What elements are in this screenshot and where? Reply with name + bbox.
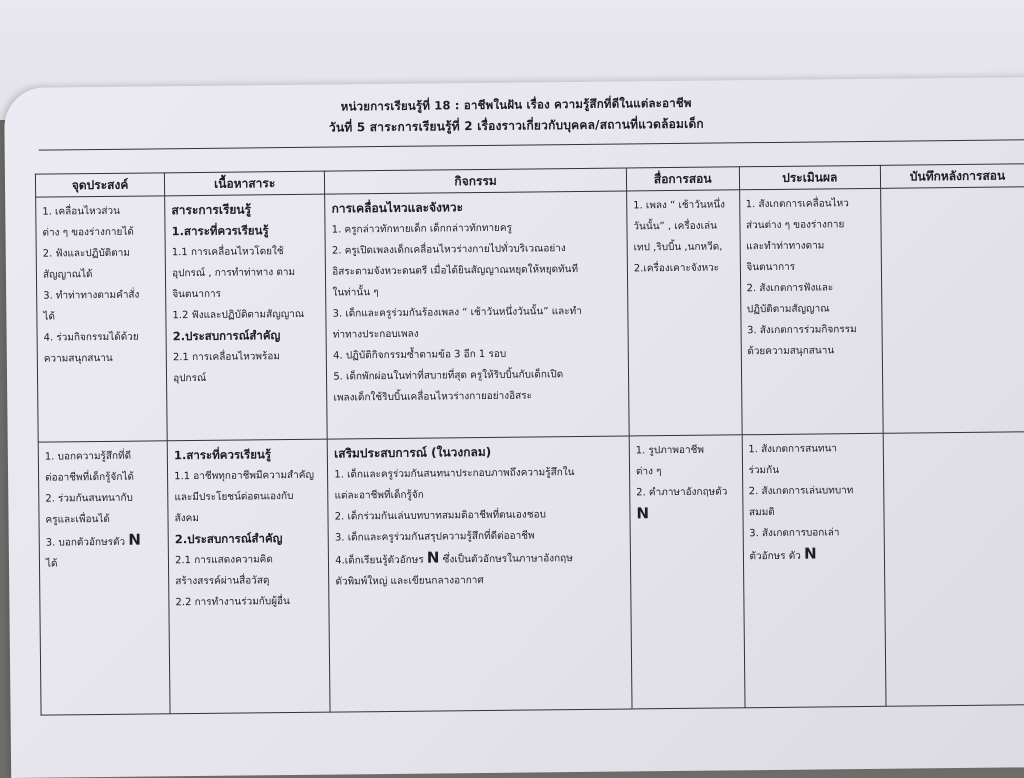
activity-heading: การเคลื่อนไหวและจังหวะ <box>331 200 464 216</box>
content-cell <box>167 439 330 714</box>
letter-n: N <box>426 548 440 567</box>
activity-line: 3. เด็กและครูร่วมกันร้องเพลง “ เช้าวันหนึ่งวันนั้น” และทำ <box>332 305 582 320</box>
activity-line: ในท่านั้น ๆ <box>332 287 379 299</box>
evaluation-line: 2. สังเกตการเล่นบทบาท <box>748 485 854 498</box>
header-divider <box>39 139 1024 150</box>
media-cell <box>629 435 744 709</box>
objective-line: ได้ <box>43 311 55 323</box>
objective-line: 3. ทำท่าทางตามคำสั่ง <box>43 289 140 302</box>
evaluation-line: 3. สังเกตการบอกเล่า <box>749 527 840 540</box>
activity-line: 4. ปฏิบัติกิจกรรมซ้ำตามข้อ 3 อีก 1 รอบ <box>333 348 507 362</box>
evaluation-line: สมมติ <box>748 506 775 519</box>
activity-line: 2. เด็กร่วมกันเล่นบทบาทสมมติอาชีพที่ตนเองชอบ <box>334 509 546 523</box>
day-title: วันที่ 5 สาระการเรียนรู้ที่ 2 เรื่องราวเกี่ยวกับบุคคล/สถานที่แวดล้อมเด็ก <box>328 116 704 135</box>
col-content: เนื้อหาสาระ <box>165 171 325 196</box>
objective-line: ได้ <box>45 558 58 570</box>
evaluation-line: 2. สังเกตการฟังและ <box>746 282 834 295</box>
activity-line: 1. เด็กและครูร่วมกันสนทนาประกอบภาพถึงความรู้สึกใน <box>334 467 575 481</box>
lesson-plan-table <box>35 163 1024 715</box>
objective-line: 4. ร่วมกิจกรรมได้ด้วย <box>43 331 139 344</box>
objective-line: 1. บอกความรู้สึกที่ดี <box>44 450 132 463</box>
activity-line: ตัวพิมพ์ใหญ่ และเขียนกลางอากาศ <box>335 575 484 588</box>
unit-title: หน่วยการเรียนรู้ที่ 18 : อาชีพในฝัน เรื่อง ความรู้สึกที่ดีในแต่ละอาชีพ <box>340 95 692 114</box>
objective-line: ต่าง ๆ ของร่างกายได้ <box>42 226 134 239</box>
evaluation-line: และทำท่าทางตาม <box>746 240 825 253</box>
activities-cell <box>325 191 629 439</box>
content-line: 2.1 การเคลื่อนไหวพร้อม <box>172 351 281 364</box>
objective-line: สัญญาณได้ <box>42 269 93 281</box>
col-objectives: จุดประสงค์ <box>35 173 164 197</box>
content-line: 2.2 การทำงานร่วมกับผู้อื่น <box>175 596 290 609</box>
content-line: จินตนาการ <box>172 288 222 301</box>
content-cell <box>165 194 328 441</box>
col-activities: กิจกรรม <box>325 168 627 194</box>
media-cell <box>627 190 742 436</box>
letter-n: N <box>128 530 141 549</box>
content-line: อุปกรณ์ <box>173 372 207 385</box>
media-line: 2. คำภาษาอังกฤษตัว <box>636 486 728 499</box>
activity-line: เพลงเด็กใช้ริบบิ้นเคลื่อนไหวร่างกายอย่างอิสระ <box>333 390 533 404</box>
objective-line: ครูและเพื่อนได้ <box>45 513 110 526</box>
letter-n: N <box>803 544 817 563</box>
notes-cell <box>883 432 1024 707</box>
content-line: สังคม <box>174 512 199 525</box>
activity-line: 5. เด็กพักผ่อนในท่าที่สบายที่สุด ครูให้ริบบิ้นกับเด็กเปิด <box>333 369 564 383</box>
objective-line: ความสนุกสนาน <box>43 352 113 365</box>
media-line: 2.เครื่องเคาะจังหวะ <box>633 262 720 275</box>
activity-line <box>335 546 624 572</box>
content-line: สร้างสรรค์ผ่านสื่อวัสดุ <box>175 575 270 588</box>
content-line: 1.1 การเคลื่อนไหวโดยใช้ <box>171 246 284 259</box>
activity-line: 3. เด็กและครูร่วมกันสรุปความรู้สึกที่ดีต่ออาชีพ <box>334 530 535 544</box>
objective-line: 2. ฟังและปฏิบัติตาม <box>42 247 131 260</box>
evaluation-line <box>749 543 878 567</box>
content-subheading: 1.สาระที่ควรเรียนรู้ <box>173 447 272 463</box>
activities-cell <box>327 436 631 712</box>
evaluation-text: ตัวอักษร ตัว <box>749 550 801 563</box>
evaluation-line: 1. สังเกตการเคลื่อนไหว <box>745 198 849 211</box>
evaluation-line: ส่วนต่าง ๆ ของร่างกาย <box>745 219 845 232</box>
media-line: 1. เพลง “ เช้าวันหนึ่ง <box>633 199 726 212</box>
content-line: 1.1 อาชีพทุกอาชีพมีความสำคัญ <box>174 469 315 483</box>
objective-line: 2. ร่วมกันสนทนากับ <box>45 492 133 505</box>
evaluation-line: ด้วยความสนุกสนาน <box>747 345 835 358</box>
col-notes: บันทึกหลังการสอน <box>880 164 1024 189</box>
evaluation-line: 1. สังเกตการสนทนา <box>748 443 838 456</box>
activity-line: อิสระตามจังหวะดนตรี เมื่อได้ยินสัญญาณหยุดให้หยุดทันที <box>332 263 579 278</box>
activity-line: แต่ละอาชีพที่เด็กรู้จัก <box>334 489 424 502</box>
activity-text: 4.เด็กเรียนรู้ตัวอักษร <box>335 554 424 567</box>
notes-cell <box>881 187 1024 434</box>
content-line: 1.2 ฟังและปฏิบัติตามสัญญาณ <box>172 308 305 322</box>
objectives-cell <box>38 441 170 715</box>
objective-text: 3. บอกตัวอักษรตัว <box>45 536 126 549</box>
table-row <box>38 432 1024 715</box>
activity-heading: เสริมประสบการณ์ (ในวงกลม) <box>334 444 492 461</box>
evaluation-cell <box>739 188 883 434</box>
content-heading: สาระการเรียนรู้ <box>171 202 252 218</box>
objective-line: 1. เคลื่อนไหวส่วน <box>42 205 120 218</box>
activity-text: ซึ่งเป็นตัวอักษรในภาษาอังกฤษ <box>442 553 573 566</box>
evaluation-line: ปฏิบัติตามสัญญาณ <box>746 303 830 316</box>
media-line: 1. รูปภาพอาชีพ <box>635 444 705 457</box>
letter-n: N <box>636 504 650 523</box>
content-line: และมีประโยชน์ต่อตนเองกับ <box>174 490 294 504</box>
activity-line: 1. ครูกล่าวทักทายเด็ก เด็กกล่าวทักทายครู <box>331 222 513 236</box>
evaluation-line: ร่วมกัน <box>748 464 780 477</box>
content-subheading: 2.ประสบการณ์สำคัญ <box>174 531 283 547</box>
content-subheading: 2.ประสบการณ์สำคัญ <box>172 328 281 344</box>
evaluation-line: 3. สังเกตการร่วมกิจกรรม <box>747 324 857 337</box>
evaluation-cell <box>742 433 886 707</box>
content-subheading: 1.สาระที่ควรเรียนรู้ <box>171 223 269 239</box>
objective-line <box>46 529 162 553</box>
media-line: เทป ,ริบบิ้น ,นกหวีด, <box>633 241 723 254</box>
media-line: วันนั้น” , เครื่องเล่น <box>633 220 718 233</box>
activity-line: 2. ครูเปิดเพลงเด็กเคลื่อนไหวร่างกายไปทั่วบริเวณอย่าง <box>331 243 566 257</box>
activity-line: ท่าทางประกอบเพลง <box>332 328 419 341</box>
document-page <box>4 77 1024 778</box>
col-media: สื่อการสอน <box>626 167 739 191</box>
col-evaluation: ประเมินผล <box>739 165 881 189</box>
objectives-cell <box>36 196 168 442</box>
table-row <box>36 187 1024 442</box>
content-line: 2.1 การแสดงความคิด <box>175 554 273 567</box>
media-line: ต่าง ๆ <box>635 466 662 478</box>
content-line: อุปกรณ์ , การทำท่าทาง ตาม <box>172 266 296 280</box>
evaluation-line: จินตนาการ <box>746 261 796 274</box>
objective-line: ต่ออาชีพที่เด็กรู้จักได้ <box>45 471 135 484</box>
